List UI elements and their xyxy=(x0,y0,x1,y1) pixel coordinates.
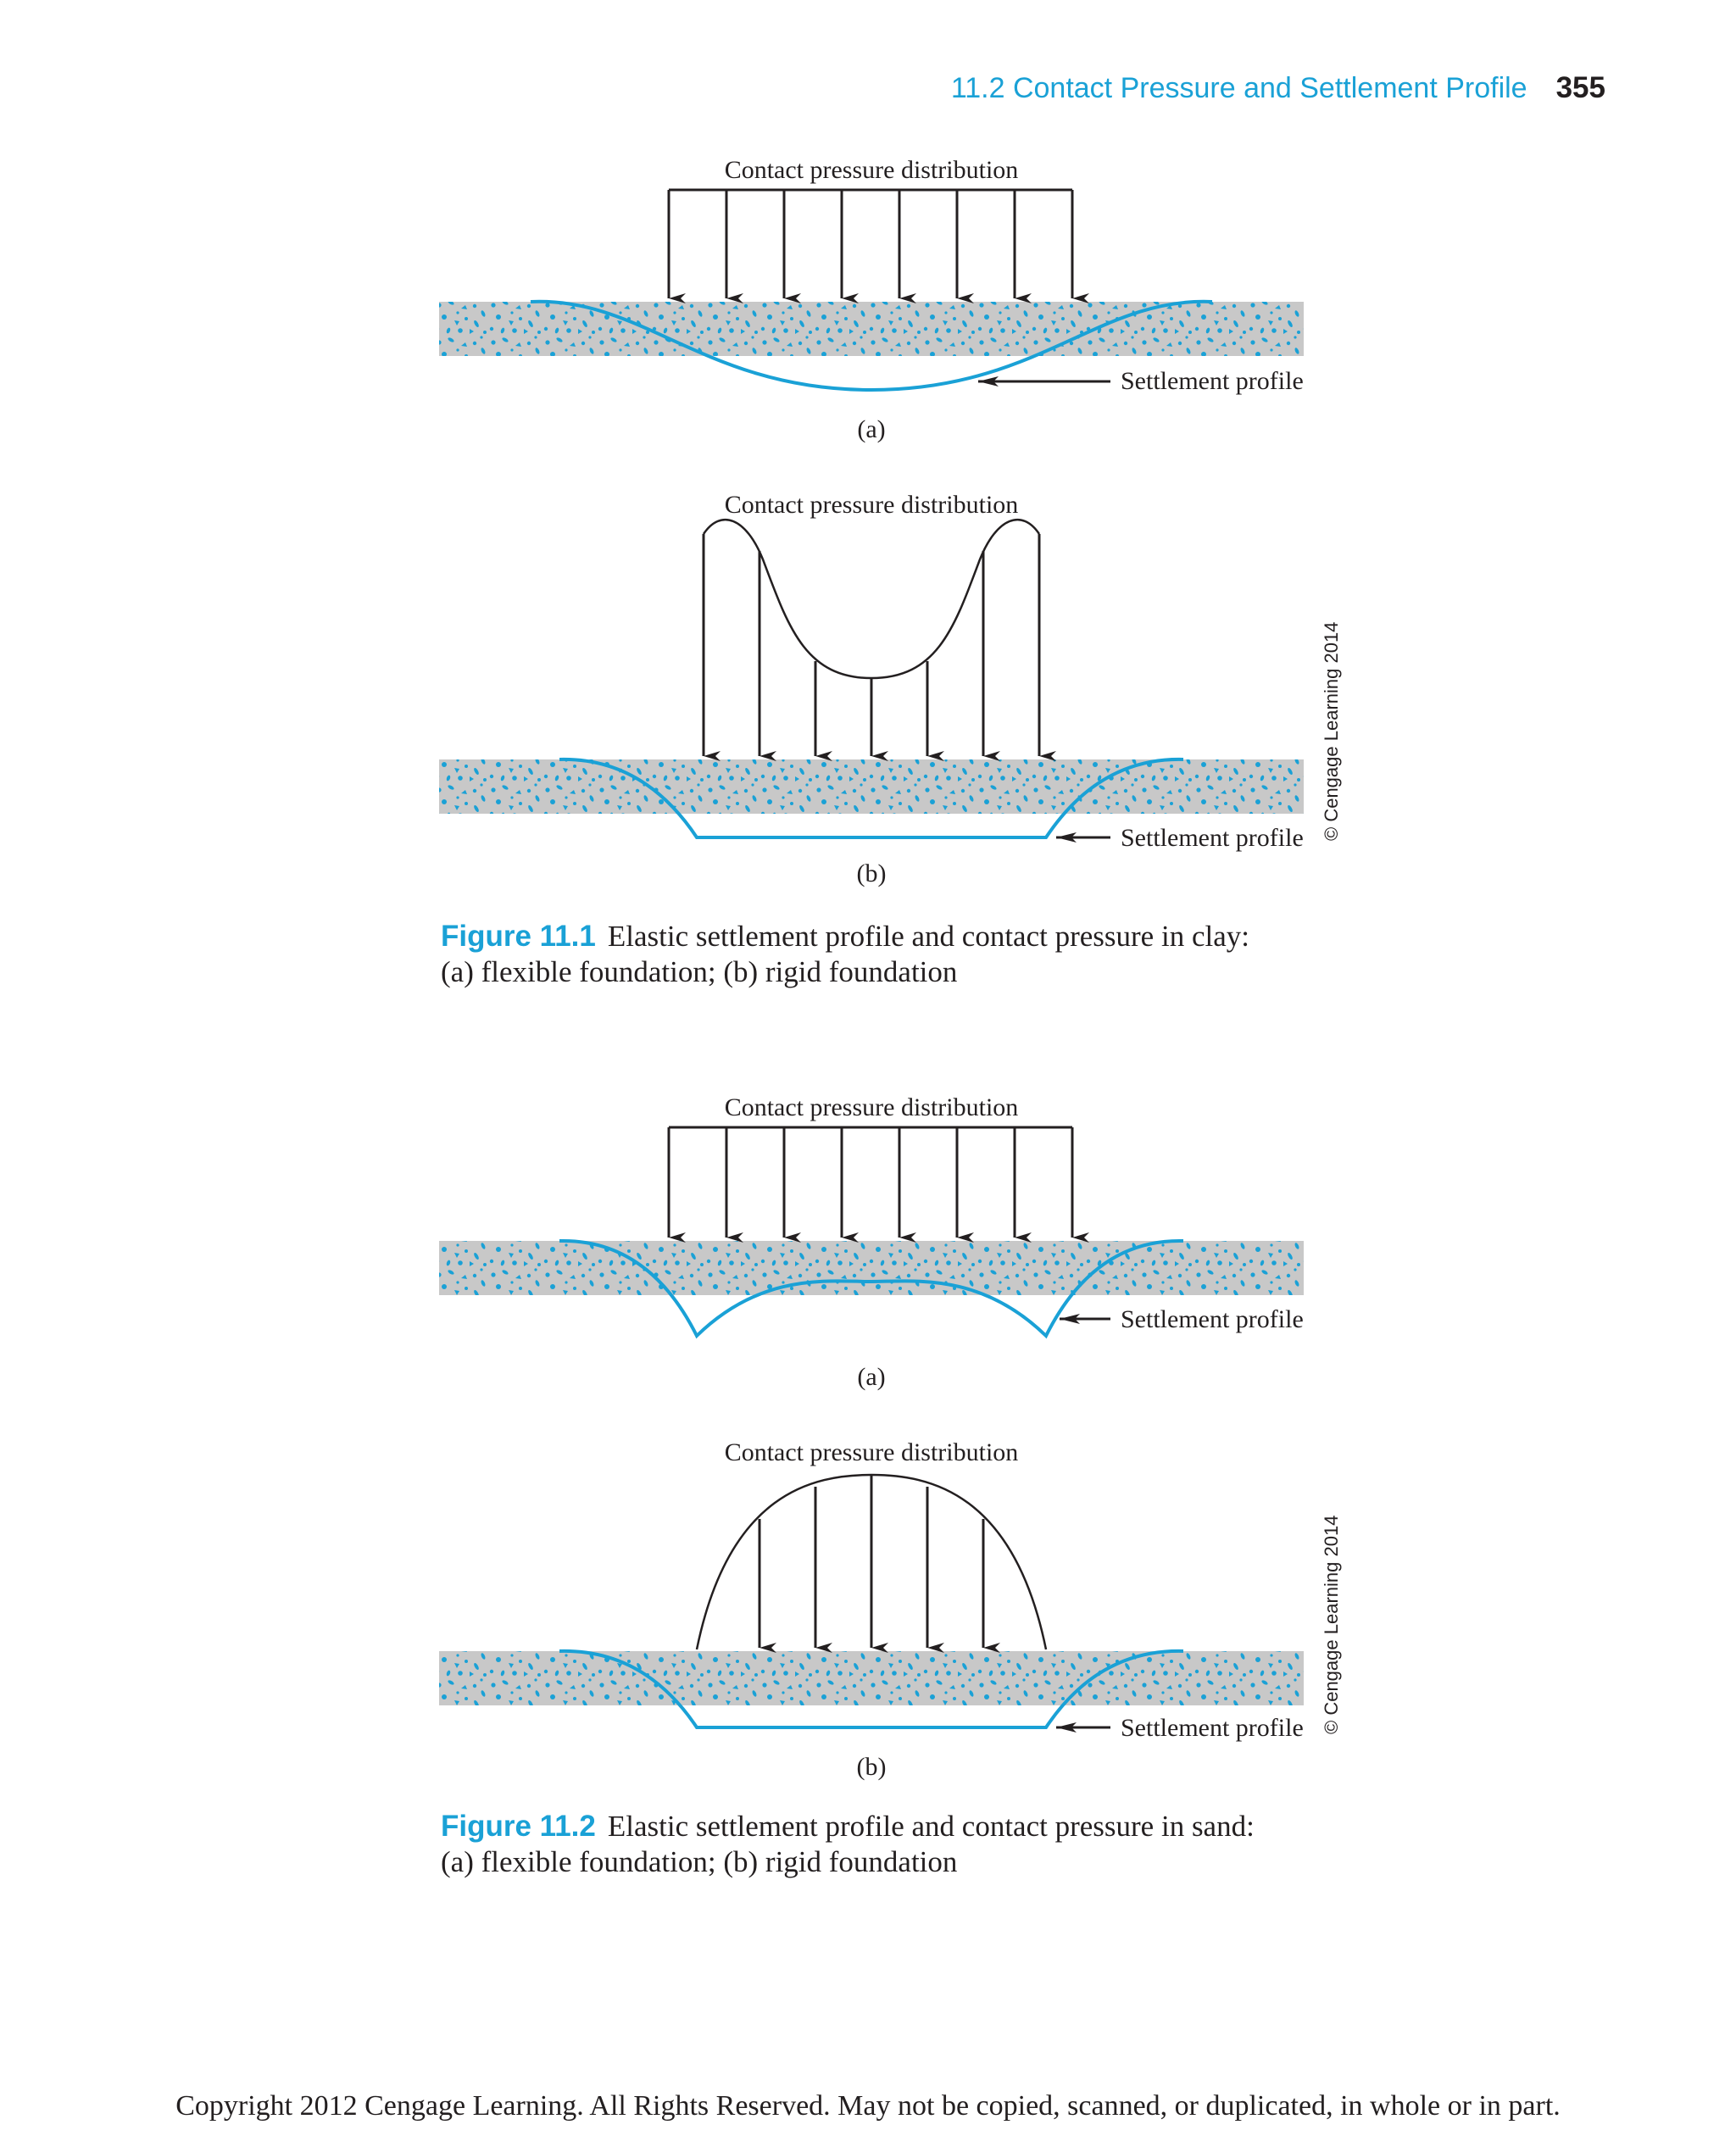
settlement-label: Settlement profile xyxy=(1121,824,1304,852)
section-title: 11.2 Contact Pressure and Settlement Profile xyxy=(950,72,1527,104)
caption-text: Elastic settlement profile and contact pressure in clay: xyxy=(607,920,1249,953)
figure-11-1-caption xyxy=(441,919,1373,990)
panel-label: (a) xyxy=(857,1363,886,1391)
figure-label: Figure 11.1 xyxy=(441,920,596,953)
panel-label: (b) xyxy=(856,1753,887,1781)
settlement-label: Settlement profile xyxy=(1121,1305,1304,1333)
panel-label: (b) xyxy=(856,859,887,887)
figure-11-2-panel-a xyxy=(439,1093,1304,1391)
copyright-footer: Copyright 2012 Cengage Learning. All Rights Reserved. May not be copied, scanned, or duplicated, in whole or in part. xyxy=(175,2090,1561,2122)
pressure-arrows xyxy=(704,534,1039,756)
caption-text: Elastic settlement profile and contact pressure in sand: xyxy=(607,1810,1255,1843)
copyright-credit: © Cengage Learning 2014 xyxy=(1321,1515,1342,1734)
soil-layer xyxy=(439,302,1304,356)
figure-label: Figure 11.2 xyxy=(441,1810,596,1843)
caption-line-2: (a) flexible foundation; (b) rigid foundation xyxy=(441,955,958,988)
pressure-distribution-uniform xyxy=(669,1127,1072,1238)
soil-layer xyxy=(439,759,1304,814)
figure-11-2-caption xyxy=(441,1809,1373,1880)
soil-layer xyxy=(439,1241,1304,1295)
copyright-credit: © Cengage Learning 2014 xyxy=(1321,621,1342,841)
pressure-label: Contact pressure distribution xyxy=(724,1093,1019,1121)
caption-line-1 xyxy=(441,919,1373,954)
figure-11-2-panel-b xyxy=(439,1438,1342,1781)
pressure-label: Contact pressure distribution xyxy=(724,491,1019,519)
pressure-envelope-saddle xyxy=(704,520,1039,678)
soil-layer xyxy=(439,1651,1304,1705)
caption-line-2: (a) flexible foundation; (b) rigid foundation xyxy=(441,1845,958,1878)
pressure-label: Contact pressure distribution xyxy=(724,1438,1019,1466)
settlement-label: Settlement profile xyxy=(1121,367,1304,395)
figure-11-1-panel-a xyxy=(439,156,1304,443)
pressure-distribution-uniform xyxy=(669,190,1072,298)
panel-label: (a) xyxy=(857,415,886,443)
caption-line-1 xyxy=(441,1809,1373,1844)
pressure-label: Contact pressure distribution xyxy=(724,156,1019,184)
figure-11-1-panel-b xyxy=(439,491,1342,887)
settlement-label: Settlement profile xyxy=(1121,1714,1304,1742)
page-number: 355 xyxy=(1555,71,1605,104)
pressure-arrows xyxy=(760,1475,983,1648)
